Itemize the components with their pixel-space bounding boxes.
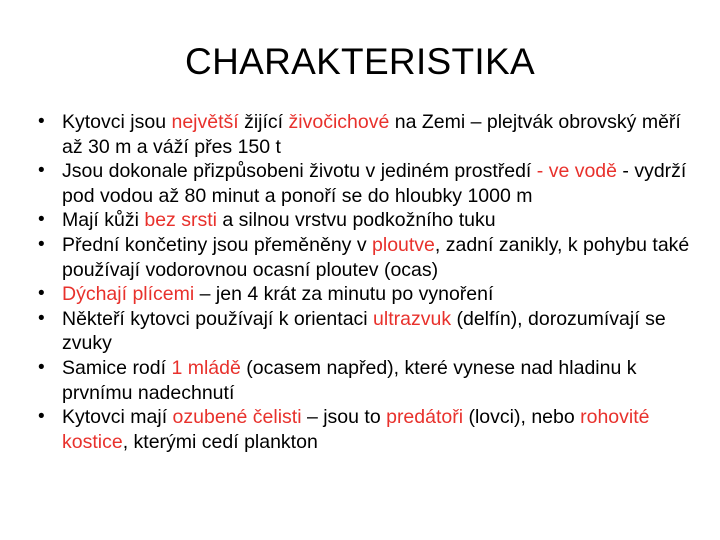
bullet-text: , zadní zanikly, k pohybu také používají vodorovnou ocasní ploutev (ocas) [62, 233, 690, 281]
highlighted-text: 1 mládě [171, 356, 241, 379]
highlighted-text: Dýchají plícemi [62, 283, 195, 306]
bullet-marker: • [38, 160, 45, 182]
bullet-item [38, 159, 698, 208]
bullet-marker: • [38, 209, 45, 231]
bullet-item [38, 233, 698, 282]
bullet-text: - vydrží pod vodou až 80 minut a ponoří se do hloubky 1000 m [62, 160, 687, 207]
bullet-text: Přední končetiny jsou přeměněny v [62, 233, 373, 256]
bullet-text: Někteří kytovci používají k orientaci [62, 307, 374, 330]
bullet-text: Kytovci jsou [62, 111, 172, 133]
bullet-text: Jsou dokonale přizpůsobeni životu v jediném prostředí [62, 160, 537, 183]
highlighted-text: živočichové [288, 111, 390, 133]
bullet-item [38, 307, 698, 356]
bullet-text: na Zemi – plejtvák obrovský měří až 30 m a váží přes 150 t [62, 111, 681, 158]
bullet-text: (lovci), nebo [463, 406, 581, 429]
bullet-text: – jsou to [301, 406, 387, 429]
highlighted-text: bez srsti [144, 209, 217, 232]
bullet-text: – jen 4 krát za minutu po vynoření [194, 283, 494, 306]
bullet-text: , kterými cedí plankton [122, 430, 318, 453]
highlighted-text: největší [171, 111, 239, 133]
highlighted-text: - ve vodě [536, 160, 617, 183]
bullet-text: a silnou vrstvu podkožního tuku [216, 209, 496, 232]
bullet-list [38, 110, 698, 454]
highlighted-text: ozubené čelisti [172, 406, 302, 429]
bullet-text: Samice rodí [62, 356, 172, 379]
highlighted-text: predátoři [386, 406, 464, 429]
bullet-marker: • [38, 406, 45, 428]
bullet-text: (ocasem napřed), které vynese nad hladinu k prvnímu nadechnutí [62, 356, 637, 404]
bullet-marker: • [38, 111, 45, 132]
bullet-item [38, 356, 698, 405]
bullet-marker: • [38, 356, 45, 378]
highlighted-text: rohovité kostice [62, 406, 650, 453]
bullet-text: Kytovci mají [62, 406, 173, 429]
bullet-marker: • [38, 307, 45, 329]
highlighted-text: ultrazvuk [373, 307, 452, 330]
bullet-text: (delfín), dorozumívají se zvuky [62, 307, 666, 355]
bullet-item [38, 208, 698, 233]
bullet-marker: • [38, 283, 45, 305]
bullet-item [38, 282, 698, 307]
bullet-marker: • [38, 233, 45, 255]
bullet-text: Mají kůži [62, 209, 145, 232]
bullet-item [38, 110, 698, 159]
bullet-item [38, 405, 698, 454]
bullet-text: žijící [238, 111, 289, 133]
slide-title: CHARAKTERISTIKA [185, 41, 535, 82]
highlighted-text: ploutve [372, 233, 435, 256]
